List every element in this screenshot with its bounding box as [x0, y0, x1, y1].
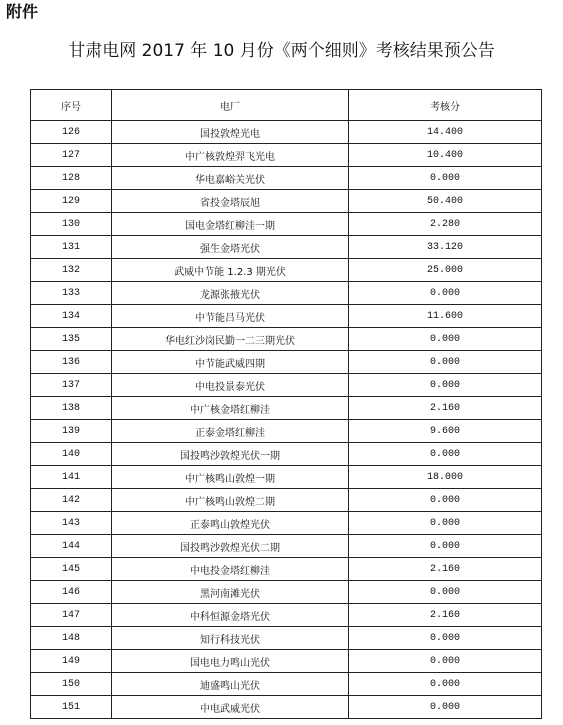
attachment-label: 附件	[6, 2, 39, 21]
cell-plant: 强生金塔光伏	[112, 236, 349, 259]
cell-score: 18.000	[349, 466, 542, 489]
cell-score: 50.400	[349, 190, 542, 213]
cell-score: 0.000	[349, 673, 542, 696]
cell-seq: 148	[31, 627, 112, 650]
cell-plant: 迪盛鸣山光伏	[112, 673, 349, 696]
table-row	[31, 351, 542, 374]
cell-score: 0.000	[349, 282, 542, 305]
cell-seq: 129	[31, 190, 112, 213]
assessment-table	[30, 89, 542, 719]
cell-plant: 中电武威光伏	[112, 696, 349, 719]
cell-seq: 142	[31, 489, 112, 512]
cell-plant: 中节能吕马光伏	[112, 305, 349, 328]
cell-plant: 中电投金塔红柳洼	[112, 558, 349, 581]
cell-score: 0.000	[349, 489, 542, 512]
cell-plant: 黑河南滩光伏	[112, 581, 349, 604]
cell-seq: 151	[31, 696, 112, 719]
table-row	[31, 443, 542, 466]
cell-score: 0.000	[349, 351, 542, 374]
table-row	[31, 420, 542, 443]
cell-seq: 141	[31, 466, 112, 489]
table-row	[31, 650, 542, 673]
cell-plant: 中广核鸣山敦煌二期	[112, 489, 349, 512]
cell-seq: 135	[31, 328, 112, 351]
cell-seq: 131	[31, 236, 112, 259]
cell-plant: 华电红沙岗民勤一二三期光伏	[112, 328, 349, 351]
table-row	[31, 512, 542, 535]
cell-score: 33.120	[349, 236, 542, 259]
cell-plant: 中广核鸣山敦煌一期	[112, 466, 349, 489]
table-row	[31, 696, 542, 719]
cell-plant: 武威中节能 1.2.3 期光伏	[112, 259, 349, 282]
column-header-plant: 电厂	[112, 90, 349, 121]
cell-score: 0.000	[349, 650, 542, 673]
table-row	[31, 604, 542, 627]
cell-seq: 140	[31, 443, 112, 466]
table-row	[31, 144, 542, 167]
cell-score: 0.000	[349, 512, 542, 535]
cell-score: 0.000	[349, 535, 542, 558]
cell-plant: 国投鸣沙敦煌光伏二期	[112, 535, 349, 558]
table-row	[31, 328, 542, 351]
cell-score: 2.280	[349, 213, 542, 236]
table-row	[31, 374, 542, 397]
cell-seq: 136	[31, 351, 112, 374]
cell-score: 2.160	[349, 397, 542, 420]
column-header-score: 考核分	[349, 90, 542, 121]
table-row	[31, 535, 542, 558]
cell-plant: 中广核敦煌羿飞光电	[112, 144, 349, 167]
cell-score: 25.000	[349, 259, 542, 282]
table-row	[31, 558, 542, 581]
table-row	[31, 259, 542, 282]
cell-seq: 147	[31, 604, 112, 627]
cell-plant: 国电电力鸣山光伏	[112, 650, 349, 673]
cell-score: 0.000	[349, 328, 542, 351]
cell-seq: 132	[31, 259, 112, 282]
cell-score: 2.160	[349, 558, 542, 581]
cell-score: 14.400	[349, 121, 542, 144]
table-row	[31, 121, 542, 144]
cell-score: 9.600	[349, 420, 542, 443]
cell-seq: 137	[31, 374, 112, 397]
cell-seq: 150	[31, 673, 112, 696]
cell-seq: 143	[31, 512, 112, 535]
cell-score: 0.000	[349, 627, 542, 650]
cell-score: 0.000	[349, 443, 542, 466]
cell-score: 0.000	[349, 167, 542, 190]
cell-plant: 国电金塔红柳洼一期	[112, 213, 349, 236]
cell-seq: 128	[31, 167, 112, 190]
cell-score: 11.600	[349, 305, 542, 328]
cell-plant: 华电嘉峪关光伏	[112, 167, 349, 190]
table-row	[31, 190, 542, 213]
cell-seq: 145	[31, 558, 112, 581]
table-row	[31, 236, 542, 259]
cell-plant: 国投敦煌光电	[112, 121, 349, 144]
cell-score: 0.000	[349, 696, 542, 719]
column-header-seq: 序号	[31, 90, 112, 121]
table-row	[31, 305, 542, 328]
cell-plant: 中电投景泰光伏	[112, 374, 349, 397]
cell-plant: 正泰鸣山敦煌光伏	[112, 512, 349, 535]
cell-plant: 省投金塔辰旭	[112, 190, 349, 213]
cell-plant: 国投鸣沙敦煌光伏一期	[112, 443, 349, 466]
cell-seq: 149	[31, 650, 112, 673]
table-row	[31, 397, 542, 420]
cell-seq: 138	[31, 397, 112, 420]
cell-plant: 中节能武威四期	[112, 351, 349, 374]
table-header-row	[31, 90, 542, 121]
cell-seq: 130	[31, 213, 112, 236]
cell-plant: 中广核金塔红柳洼	[112, 397, 349, 420]
table-row	[31, 167, 542, 190]
cell-score: 10.400	[349, 144, 542, 167]
table-row	[31, 466, 542, 489]
table-row	[31, 282, 542, 305]
table-row	[31, 489, 542, 512]
cell-seq: 126	[31, 121, 112, 144]
cell-seq: 139	[31, 420, 112, 443]
table-row	[31, 627, 542, 650]
table-row	[31, 213, 542, 236]
table-body	[31, 121, 542, 719]
cell-score: 0.000	[349, 374, 542, 397]
table-row	[31, 673, 542, 696]
table-row	[31, 581, 542, 604]
cell-seq: 146	[31, 581, 112, 604]
cell-seq: 127	[31, 144, 112, 167]
cell-plant: 正泰金塔红柳洼	[112, 420, 349, 443]
cell-seq: 133	[31, 282, 112, 305]
cell-plant: 龙源张掖光伏	[112, 282, 349, 305]
cell-seq: 144	[31, 535, 112, 558]
cell-score: 0.000	[349, 581, 542, 604]
cell-seq: 134	[31, 305, 112, 328]
document-title: 甘肃电网 2017 年 10 月份《两个细则》考核结果预公告	[68, 41, 495, 61]
cell-score: 2.160	[349, 604, 542, 627]
cell-plant: 知行科技光伏	[112, 627, 349, 650]
cell-plant: 中科恒源金塔光伏	[112, 604, 349, 627]
